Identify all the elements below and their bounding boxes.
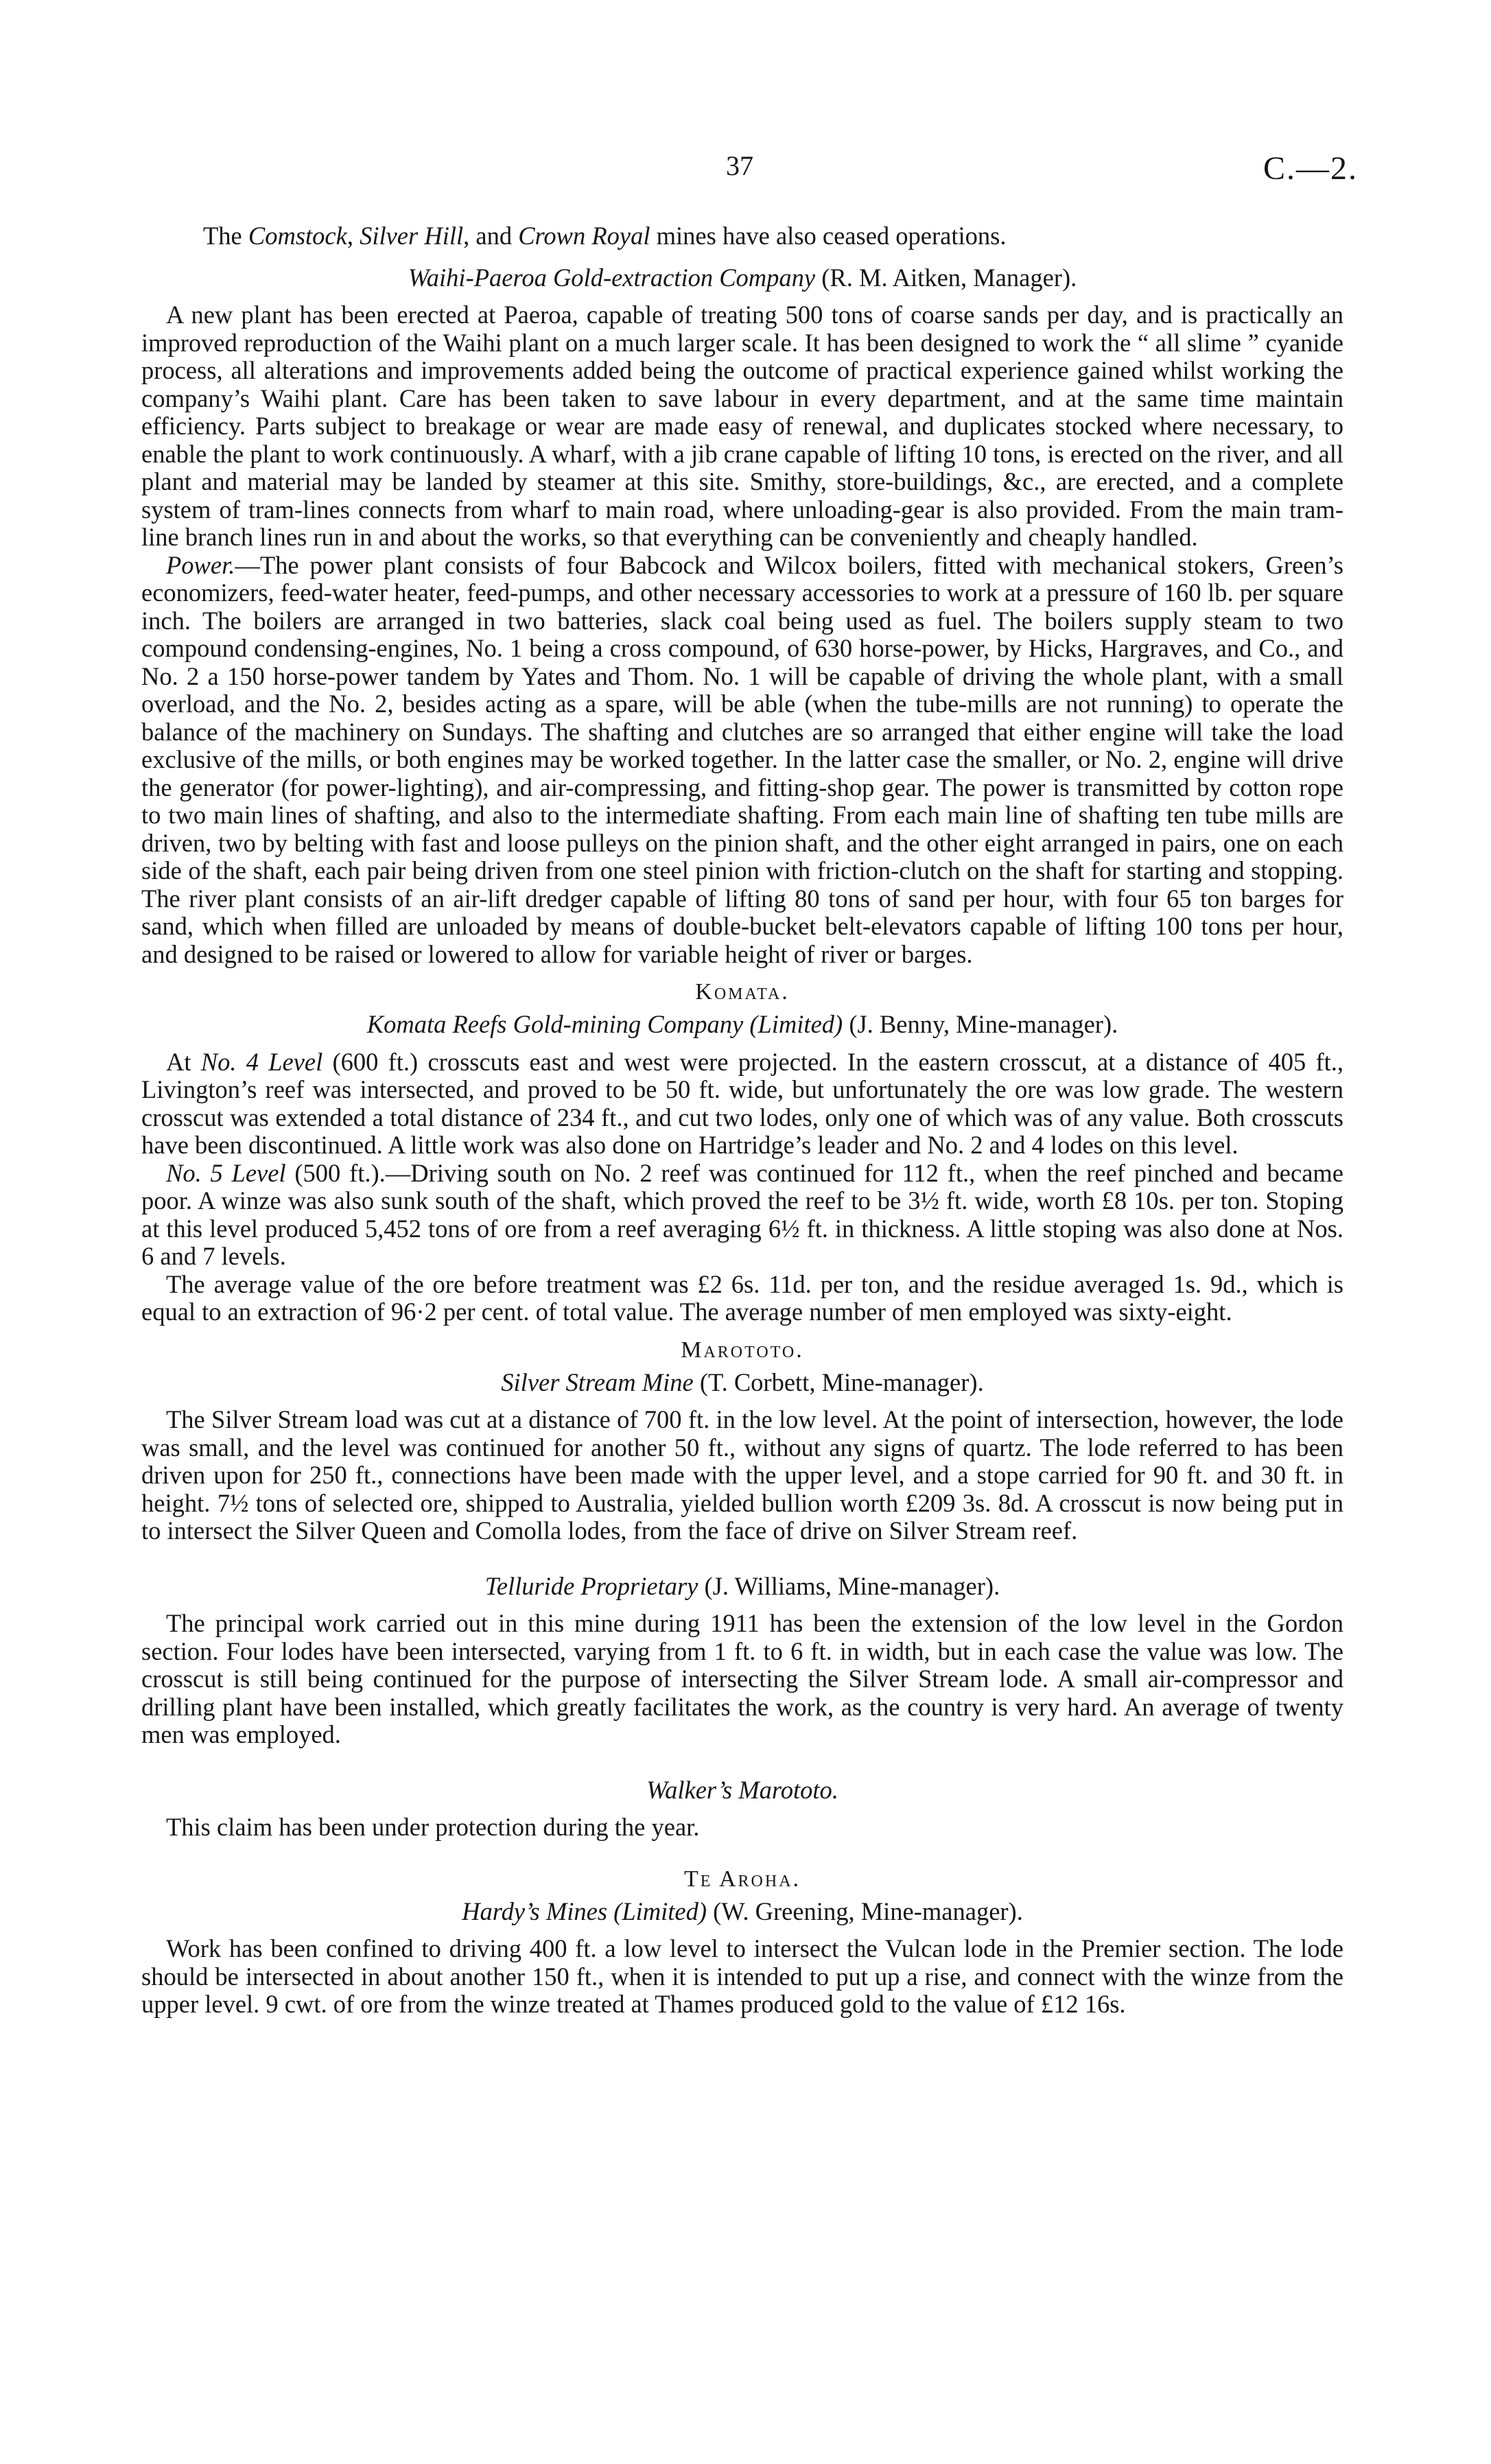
district-heading-marototo: Marototo. [681, 1337, 804, 1363]
document-reference: C.—2. [1263, 150, 1358, 187]
section-heading-komata-reefs: Komata Reefs Gold-mining Company (Limited) (J. Benny, Mine-manager). [366, 1010, 1118, 1038]
intro-paragraph: The Comstock, Silver Hill, and Crown Royal mines have also ceased operations. [203, 222, 1007, 250]
section-heading-waihi-paeroa: Waihi-Paeroa Gold-extraction Company (R. M. Aitken, Manager). [408, 263, 1077, 292]
section-heading-telluride: Telluride Proprietary (J. Williams, Mine-manager). [484, 1571, 1000, 1600]
mine-name: Comstock [248, 222, 347, 250]
hardys-paragraph: Work has been confined to driving 400 ft. a low level to intersect the Vulcan lode in the Premier section. The lode should be intersected in about another 150 ft., when it is intended to put up a rise, and connect with the winze from the upper level. 9 cwt. of ore from the winze treated at Thames produced gold to the value of £12 16s. [141, 1934, 1343, 2018]
district-heading-komata: Komata. [695, 979, 790, 1005]
waihi-paragraph: A new plant has been erected at Paeroa, capable of treating 500 tons of coarse sands per day, and is practically an improved reproduction of the Waihi plant on a much larger scale. It has been designed to work the “ all slime ” cyanide process, all alterations and improvements added being the outcome of practical experience gained whilst working the company’s Waihi plant. Care has been taken to save labour in every department, and at the same time maintain efficiency. Parts subject to breakage or wear are made easy of renewal, and duplicates stocked where necessary, to enable the plant to work continuously. A wharf, with a jib crane capable of lifting 10 tons, is erected on the river, and all plant and material may be landed by steamer at this site. Smithy, store-buildings, &c., are erected, and a complete system of tram-lines connects from wharf to main road, where unloading-gear is also provided. From the main tram-line branch lines run in and about the works, so that everything can be conveniently and cheaply handled. [141, 301, 1343, 551]
page-header [0, 150, 1491, 191]
mine-name: Silver Hill [360, 222, 464, 250]
silver-stream-paragraph: The Silver Stream load was cut at a distance of 700 ft. in the low level. At the point of intersection, however, the lode was small, and the level was continued for another 50 ft., without any signs of quartz. The lode referred to has been driven upon for 250 ft., connections have been made with the upper level, and a stope carried for 90 ft. and 30 ft. in height. 7½ tons of selected ore, shipped to Australia, yielded bullion worth £209 3s. 8d. A crosscut is now being put in to intersect the Silver Queen and Comolla lodes, from the face of drive on Silver Stream reef. [141, 1405, 1343, 1545]
page-number: 37 [726, 150, 753, 181]
komata-average-paragraph: The average value of the ore before treatment was £2 6s. 11d. per ton, and the residue averaged 1s. 9d., which is equal to an extraction of 96·2 per cent. of total value. The average number of men employed was sixty-eight. [141, 1269, 1343, 1326]
section-heading-walkers-marototo: Walker’s Marototo. [646, 1775, 838, 1804]
telluride-paragraph: The principal work carried out in this mine during 1911 has been the extension of the low level in the Gordon section. Four lodes have been intersected, varying from 1 ft. to 6 ft. in width, but in each case the value was low. The crosscut is still being continued for the purpose of intersecting the Silver Stream lode. A small air-compressor and drilling plant have been installed, which greatly facilitates the work, as the country is very hard. An average of twenty men was employed. [141, 1609, 1343, 1748]
komata-level4-paragraph: At No. 4 Level (600 ft.) crosscuts east and west were projected. In the eastern crosscut, at a distance of 405 ft., Livington’s reef was intersected, and proved to be 50 ft. wide, but unfortunately the ore was low grade. The western crosscut was extended a total distance of 234 ft., and cut two lodes, only one of which was of any value. Both crosscuts have been discontinued. A little work was also done on Hartridge’s leader and No. 2 and 4 lodes on this level. [141, 1047, 1343, 1159]
section-heading-hardys-mines: Hardy’s Mines (Limited) (W. Greening, Mine-manager). [462, 1897, 1023, 1925]
komata-level5-paragraph: No. 5 Level (500 ft.).—Driving south on No. 2 reef was continued for 112 ft., when the reef pinched and became poor. A winze was also sunk south of the shaft, which proved the reef to be 3½ ft. wide, worth £8 10s. per ton. Stoping at this level produced 5,452 tons of ore from a reef averaging 6½ ft. in thickness. A little stoping was also done at Nos. 6 and 7 levels. [141, 1158, 1343, 1270]
section-heading-silver-stream: Silver Stream Mine (T. Corbett, Mine-manager). [501, 1368, 984, 1396]
district-heading-te-aroha: Te Aroha. [683, 1866, 801, 1892]
walkers-paragraph: This claim has been under protection during the year. [166, 1813, 700, 1841]
body-text [141, 220, 1343, 2019]
mine-name: Crown Royal [518, 222, 650, 250]
power-paragraph: Power.—The power plant consists of four Babcock and Wilcox boilers, fitted with mechanical stokers, Green’s economizers, feed-water heater, feed-pumps, and other necessary accessories to work at a pressure of 160 lb. per square inch. The boilers are arranged in two batteries, slack coal being used as fuel. The boilers supply steam to two compound condensing-engines, No. 1 being a cross compound, of 630 horse-power, by Hicks, Hargraves, and Co., and No. 2 a 150 horse-power tandem by Yates and Thom. No. 1 will be capable of driving the whole plant, with a small overload, and the No. 2, besides acting as a spare, will be able (when the tube-mills are not running) to operate the balance of the machinery on Sundays. The shafting and clutches are so arranged that either engine will take the load exclusive of the mills, or both engines may be worked together. In the latter case the smaller, or No. 2, engine will drive the generator (for power-lighting), and air-compressing, and fitting-shop gear. The power is transmitted by cotton rope to two main lines of shafting, and also to the intermediate shafting. From each main line of shafting ten tube mills are driven, two by belting with fast and loose pulleys on the pinion shaft, and the other eight arranged in pairs, one on each side of the shaft, each pair being driven from one steel pinion with friction-clutch on the shaft for starting and stopping. The river plant consists of an air-lift dredger capable of lifting 80 tons of sand per hour, with four 65 ton barges for sand, which when filled are unloaded by means of double-bucket belt-elevators capable of lifting 100 tons per hour, and designed to be raised or lowered to allow for variable height of river or barges. [141, 550, 1343, 968]
power-label: Power. [166, 550, 235, 579]
